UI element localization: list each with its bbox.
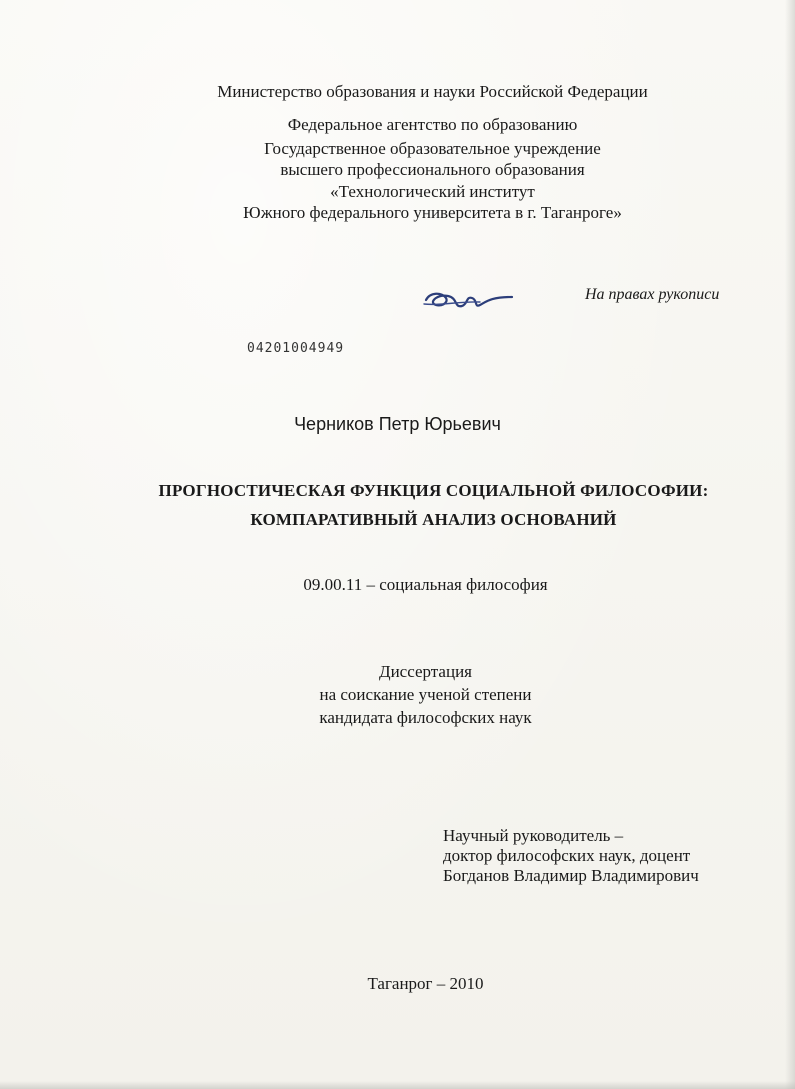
dissertation-title-line-1: ПРОГНОСТИЧЕСКАЯ ФУНКЦИЯ СОЦИАЛЬНОЙ ФИЛОСОФИИ: bbox=[158, 481, 709, 500]
institution-line-4: Южного федерального университета в г. Таганроге» bbox=[243, 203, 622, 222]
institution-line-1: Государственное образовательное учреждение bbox=[264, 139, 601, 158]
page-edge-shadow-bottom bbox=[0, 1081, 795, 1089]
supervisor-label: Научный руководитель – bbox=[443, 826, 624, 845]
institution-line-2: высшего профессионального образования bbox=[280, 160, 585, 179]
signature bbox=[420, 286, 515, 316]
institution-line-3: «Технологический институт bbox=[330, 182, 535, 201]
degree-field: кандидата философских наук bbox=[319, 708, 532, 727]
catalog-number: 04201004949 bbox=[247, 341, 345, 356]
author-name: Черников Петр Юрьевич bbox=[294, 414, 501, 434]
manuscript-note: На правах рукописи bbox=[585, 286, 720, 303]
ministry-line: Министерство образования и науки Российской Федерации bbox=[217, 82, 648, 101]
specialty-code: 09.00.11 – социальная философия bbox=[303, 575, 548, 594]
city-year: Таганрог – 2010 bbox=[367, 974, 484, 993]
dissertation-title-line-2: КОМПАРАТИВНЫЙ АНАЛИЗ ОСНОВАНИЙ bbox=[250, 510, 617, 529]
supervisor-title: доктор философских наук, доцент bbox=[443, 846, 691, 865]
degree-line: на соискание ученой степени bbox=[319, 685, 532, 704]
dissertation-type: Диссертация bbox=[378, 662, 472, 681]
supervisor-name: Богданов Владимир Владимирович bbox=[443, 866, 699, 885]
agency-line: Федеральное агентство по образованию bbox=[287, 115, 578, 134]
